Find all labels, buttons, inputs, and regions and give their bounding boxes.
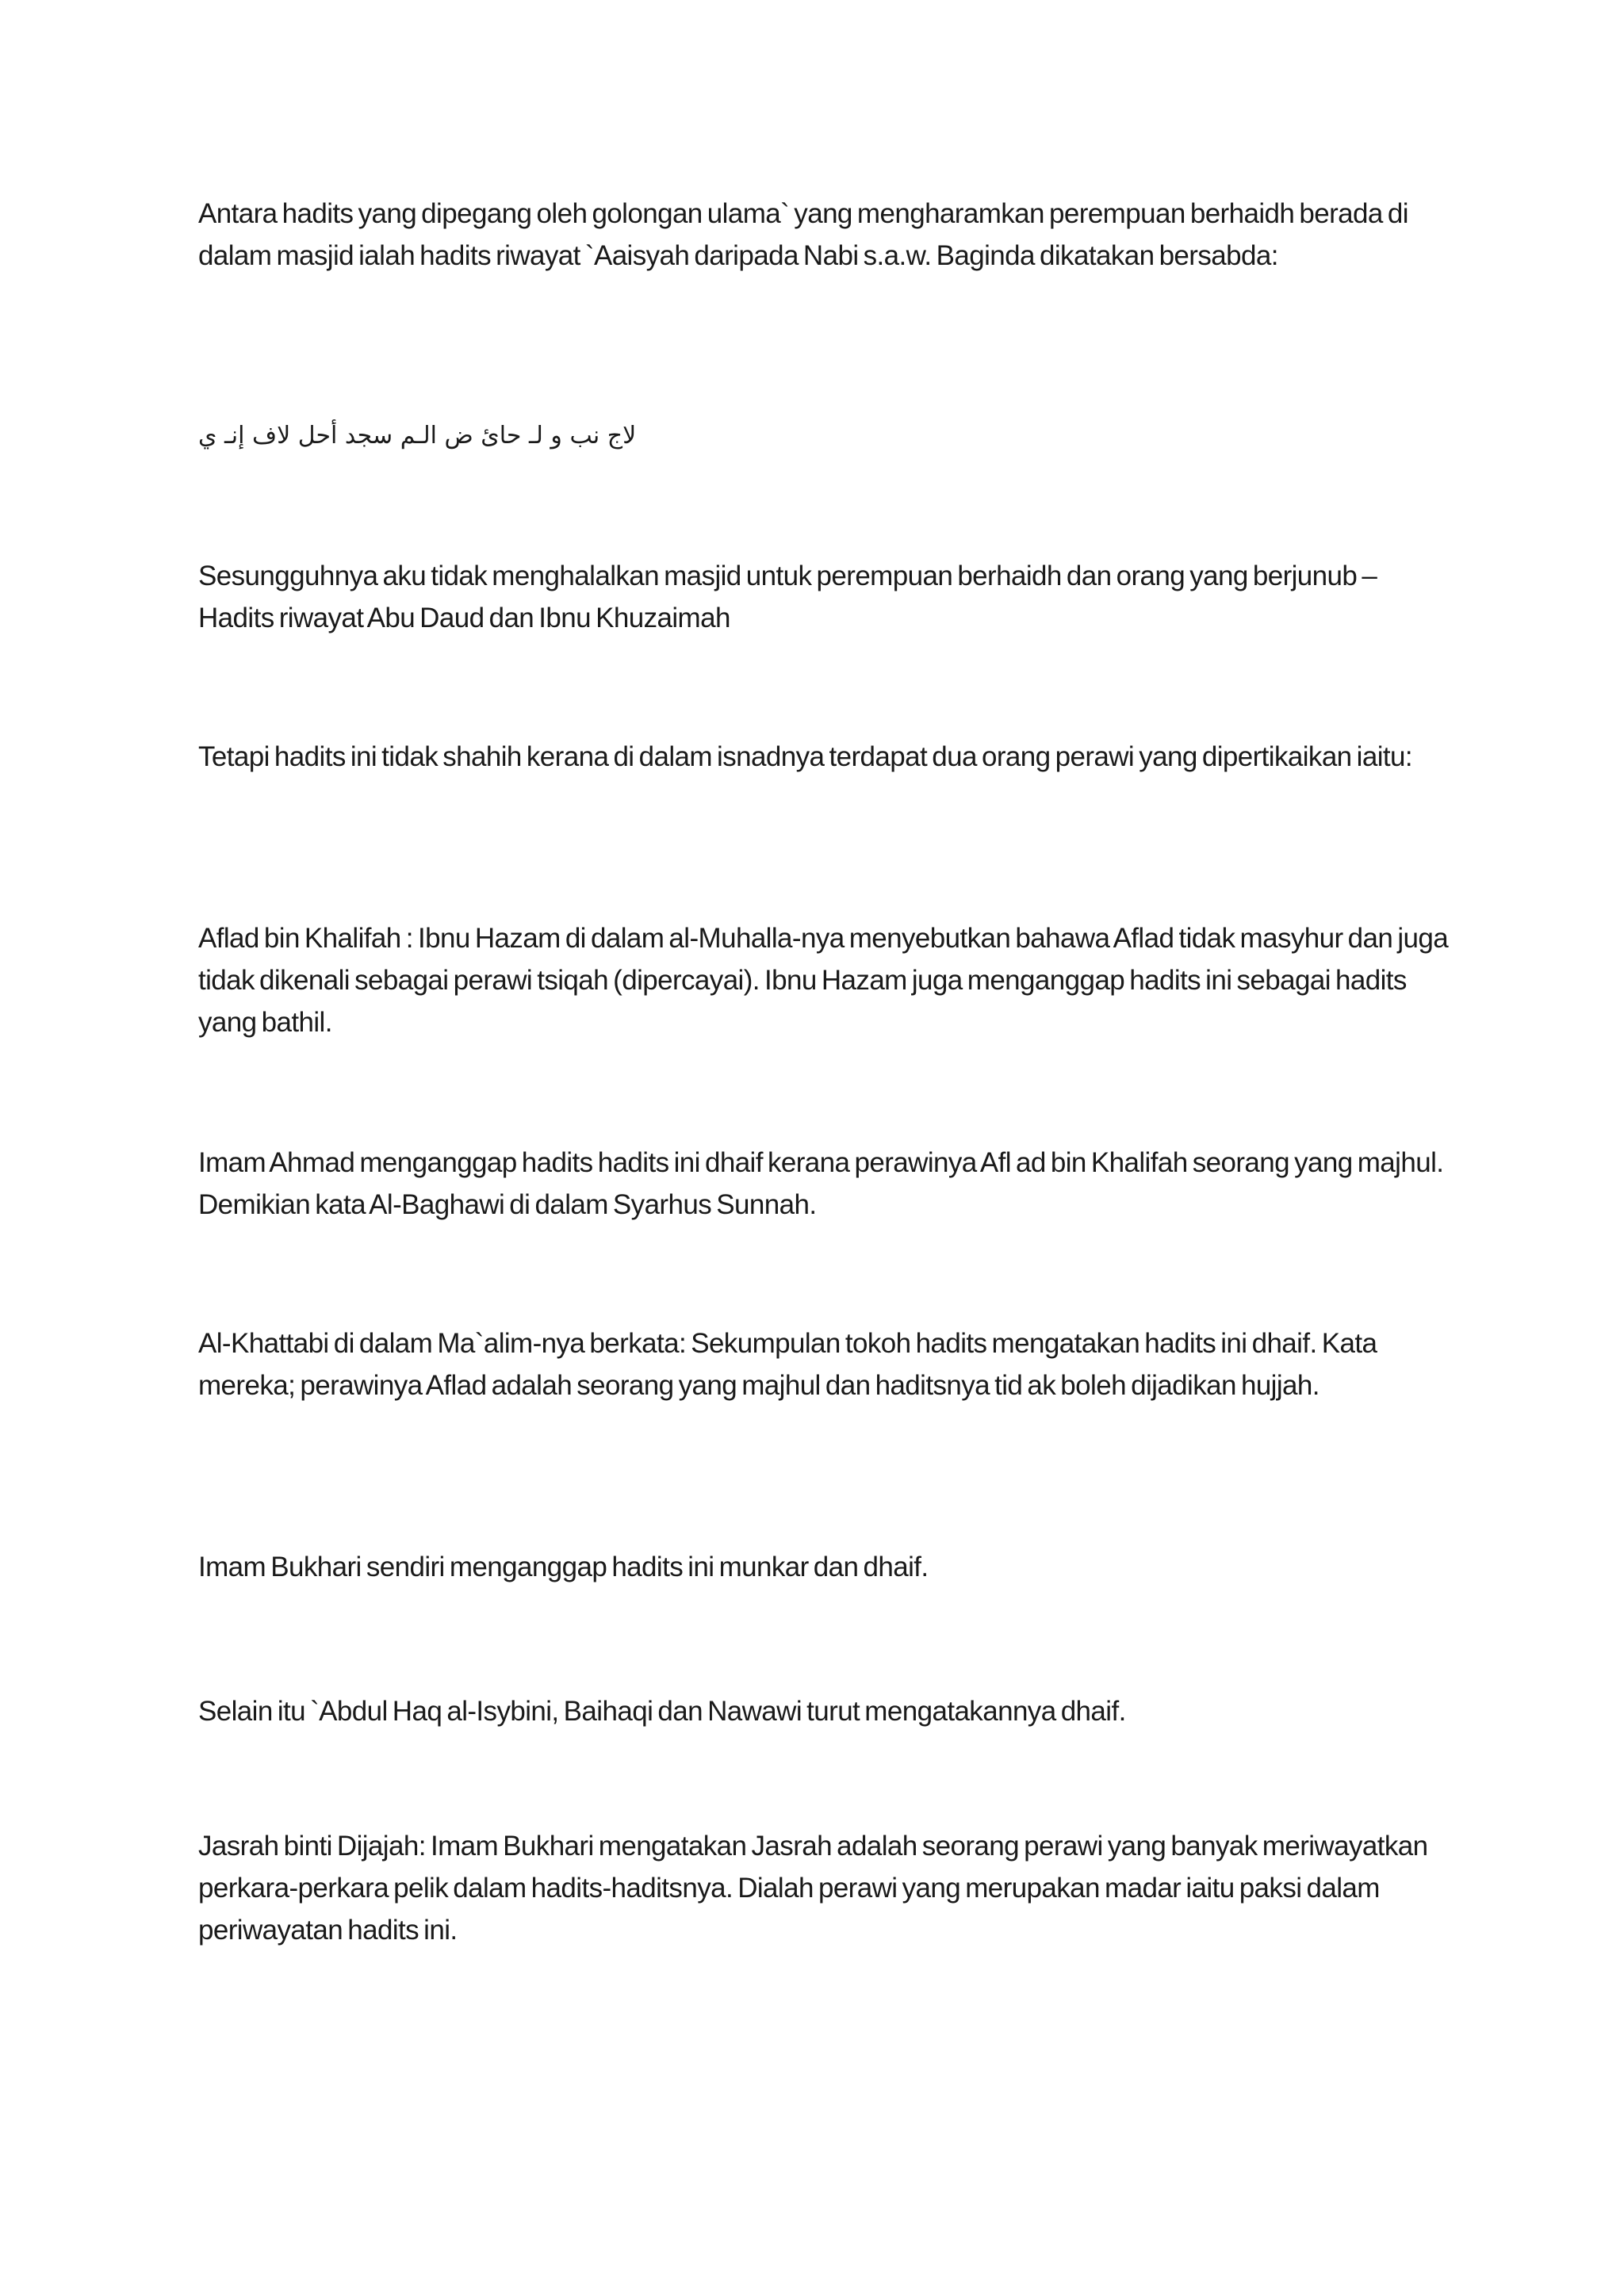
paragraph-others: Selain itu `Abdul Haq al-Isybini, Baihaqi dan Nawawi turut mengatakannya dhaif. bbox=[198, 1696, 1126, 1727]
paragraph-aflad: Aflad bin Khalifah : Ibnu Hazam di dalam al-Muhalla-nya menyebutkan bahawa Aflad tidak masyhur dan juga tidak dikenali sebagai perawi tsiqah (dipercayai). Ibnu Hazam juga menganggap hadits ini sebagai hadits yang bathil. bbox=[198, 923, 1449, 1038]
paragraph-imam-bukhari: Imam Bukhari sendiri menganggap hadits ini munkar dan dhaif. bbox=[198, 1552, 929, 1582]
paragraph-al-khattabi: Al-Khattabi di dalam Ma`alim-nya berkata: Sekumpulan tokoh hadits mengatakan hadits ini dhaif. Kata mereka; perawinya Aflad adalah seorang yang majhul dan haditsnya tid ak boleh dijadikan hujjah. bbox=[198, 1328, 1377, 1401]
paragraph-imam-ahmad: Imam Ahmad menganggap hadits hadits ini dhaif kerana perawinya Afl ad bin Khalifah seorang yang majhul. Demikian kata Al-Baghawi di dalam Syarhus Sunnah. bbox=[198, 1147, 1444, 1220]
paragraph-isnad: Tetapi hadits ini tidak shahih kerana di dalam isnadnya terdapat dua orang perawi yang dipertikaikan iaitu: bbox=[198, 741, 1412, 772]
paragraph-translation: Sesungguhnya aku tidak menghalalkan masjid untuk perempuan berhaidh dan orang yang berjunub – Hadits riwayat Abu Daud dan Ibnu Khuzaimah bbox=[198, 561, 1377, 633]
paragraph-jasrah: Jasrah binti Dijajah: Imam Bukhari mengatakan Jasrah adalah seorang perawi yang banyak meriwayatkan perkara-perkara pelik dalam hadits-haditsnya. Dialah perawi yang merupakan madar iaitu paksi dalam periwayatan hadits ini. bbox=[198, 1831, 1428, 1946]
paragraph-intro: Antara hadits yang dipegang oleh golongan ulama` yang mengharamkan perempuan berhaidh berada di dalam masjid ialah hadits riwayat `Aaisyah daripada Nabi s.a.w. Baginda dikatakan bersabda: bbox=[198, 198, 1408, 271]
arabic-hadith-text: لاج نب و لـ حائ ض الـم سجد أحل لاف إنـ ي bbox=[198, 422, 637, 450]
